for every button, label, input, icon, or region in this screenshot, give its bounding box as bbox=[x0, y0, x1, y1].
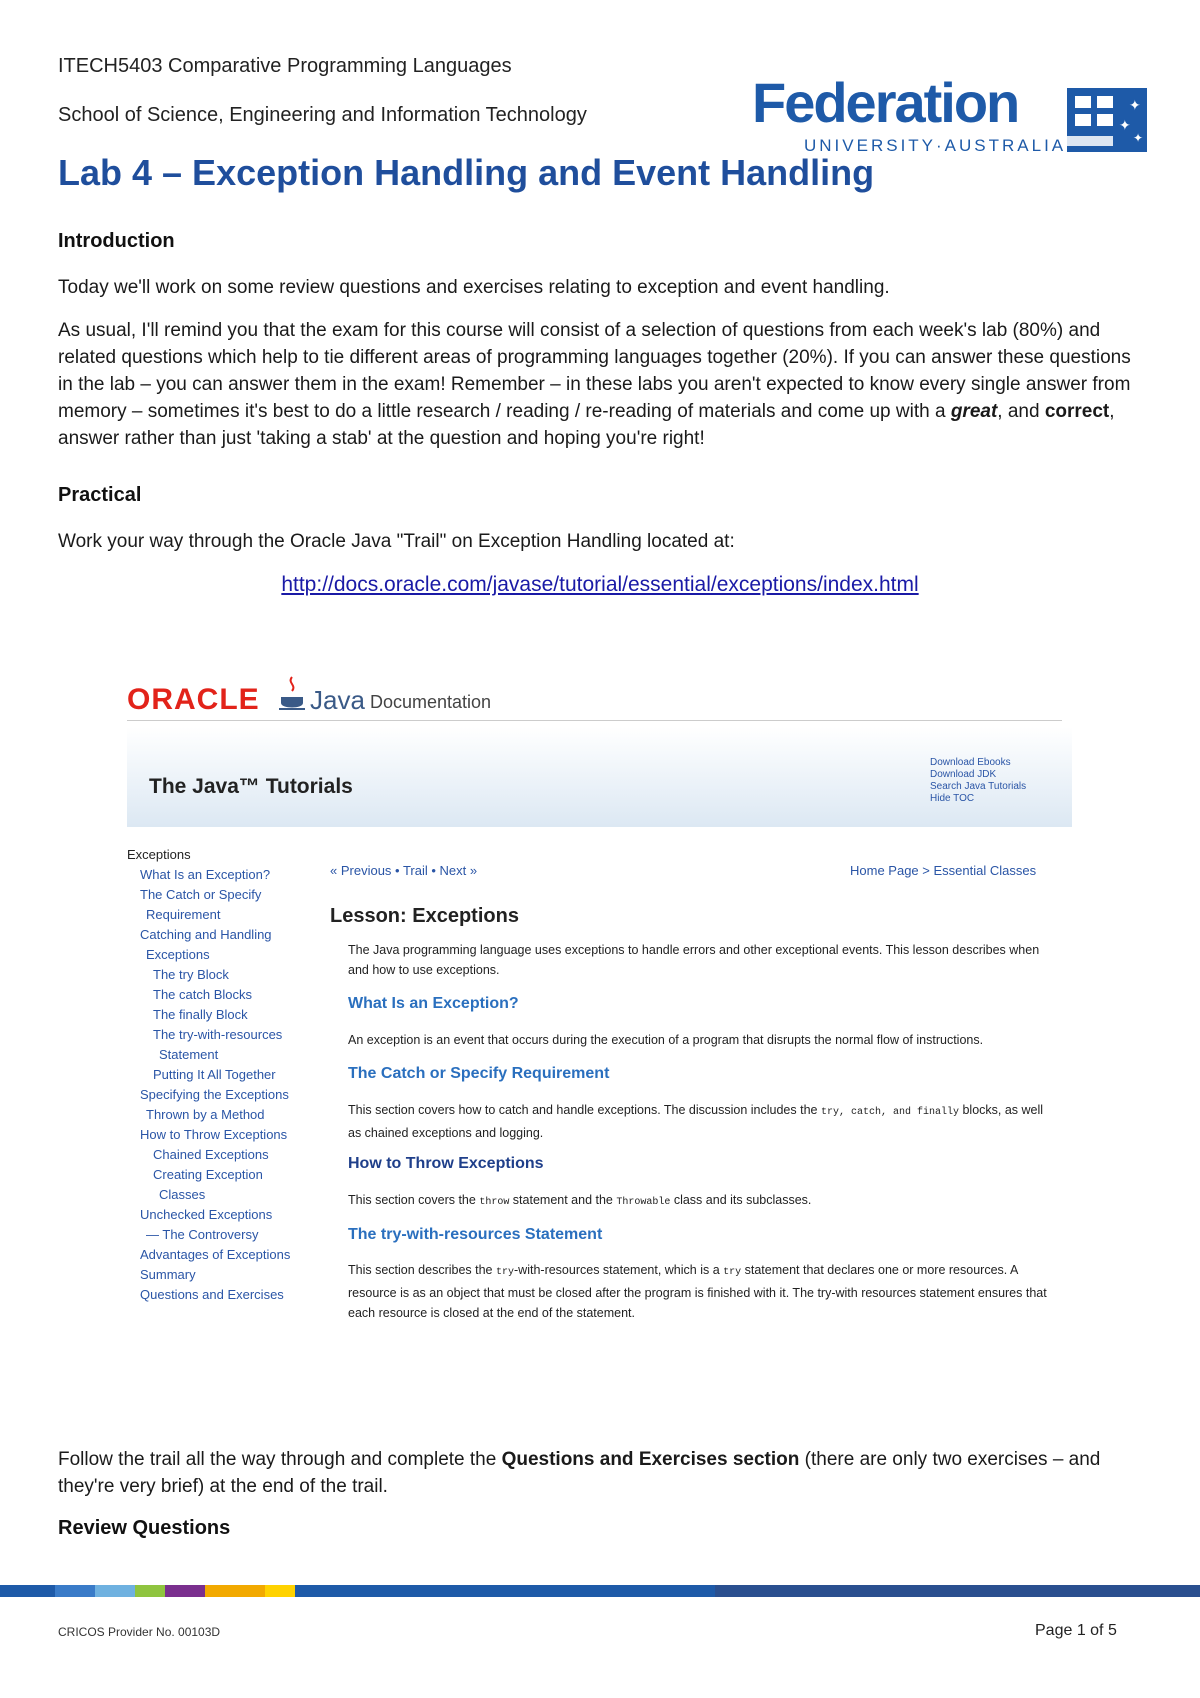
search-tutorials-link[interactable]: Search Java Tutorials bbox=[930, 781, 1027, 792]
try-text bbox=[348, 1260, 1048, 1323]
flag-icon bbox=[1067, 88, 1147, 152]
practical-heading: Practical bbox=[58, 484, 142, 506]
what-text: An exception is an event that occurs during the execution of a program that disrupts the normal flow of instructions. bbox=[348, 1033, 984, 1047]
intro-text: , answer rather than just 'taking a stab' at the question and hoping you're right! bbox=[58, 401, 1115, 449]
svg-text:✦: ✦ bbox=[1119, 118, 1131, 134]
footer-bar-segment bbox=[165, 1585, 205, 1597]
emphasis-great: great bbox=[950, 401, 998, 422]
throw-text-part: class and its subclasses. bbox=[670, 1193, 812, 1207]
emphasis-correct: correct bbox=[1044, 401, 1110, 422]
toc-item[interactable]: The finally Block bbox=[153, 1007, 248, 1022]
toc-item[interactable]: How to Throw Exceptions bbox=[140, 1127, 288, 1142]
page-title: Lab 4 – Exception Handling and Event Handling bbox=[58, 152, 875, 193]
throw-text bbox=[348, 1190, 1048, 1213]
footer-bar-segment bbox=[0, 1585, 55, 1597]
toc-item[interactable]: The catch Blocks bbox=[153, 987, 252, 1002]
oracle-tutorial-link[interactable]: http://docs.oracle.com/javase/tutorial/essential/exceptions/index.html bbox=[281, 573, 919, 596]
logo-subtitle: UNIVERSITY·AUSTRALIA bbox=[804, 136, 1067, 155]
toc-item[interactable]: Advantages of Exceptions bbox=[140, 1247, 291, 1262]
toc-item[interactable]: Classes bbox=[159, 1187, 206, 1202]
catch-text-part: blocks, as well as chained exceptions and logging. bbox=[348, 1103, 1044, 1140]
footer-bar-segment bbox=[265, 1585, 295, 1597]
toc-item[interactable]: — The Controversy bbox=[146, 1227, 259, 1242]
section-what-is-exception[interactable]: What Is an Exception? bbox=[348, 995, 519, 1012]
footer-color-bar bbox=[0, 1585, 1200, 1597]
footer-bar-segment bbox=[95, 1585, 135, 1597]
download-ebooks-link[interactable]: Download Ebooks bbox=[930, 757, 1011, 768]
follow-paragraph bbox=[58, 1446, 1148, 1500]
lesson-intro: The Java programming language uses exceptions to handle errors and other exceptional events. This lesson describes when and how to use exceptions. bbox=[348, 943, 1040, 977]
try-text-part: -with-resources statement, which is a bbox=[514, 1263, 724, 1277]
footer-bar-segment bbox=[55, 1585, 95, 1597]
catch-code: try, catch, and finally bbox=[820, 1107, 959, 1118]
tutorial-banner bbox=[127, 727, 1072, 827]
toc-item[interactable]: Chained Exceptions bbox=[153, 1147, 269, 1162]
svg-text:✦: ✦ bbox=[1129, 98, 1141, 114]
school-name: School of Science, Engineering and Information Technology bbox=[58, 104, 587, 126]
federation-logo bbox=[752, 71, 1146, 160]
toc-item[interactable]: The try Block bbox=[153, 967, 229, 982]
throwable-code: Throwable bbox=[616, 1197, 671, 1208]
toc-item[interactable]: Thrown by a Method bbox=[146, 1107, 265, 1122]
review-questions-heading: Review Questions bbox=[58, 1517, 231, 1539]
svg-text:✦: ✦ bbox=[1133, 131, 1144, 145]
follow-text: Follow the trail all the way through and complete the bbox=[58, 1449, 502, 1470]
toc-item[interactable]: Exceptions bbox=[146, 947, 210, 962]
toc-item[interactable]: The try-with-resources bbox=[153, 1027, 283, 1042]
page-number: Page 1 of 5 bbox=[1035, 1622, 1117, 1639]
toc-root: Exceptions bbox=[127, 847, 191, 862]
breadcrumb[interactable]: Home Page > Essential Classes bbox=[850, 863, 1037, 878]
toc-item[interactable]: Questions and Exercises bbox=[140, 1287, 284, 1302]
try-text-part: statement that declares one or more resources. A resource is as an object that must be closed after the program is finished with it. The try-with resources statement ensures that each resource is closed at the end of the statement. bbox=[348, 1263, 1047, 1320]
java-cup-icon bbox=[277, 675, 307, 715]
try-code: try bbox=[723, 1267, 742, 1278]
intro-text: As usual, I'll remind you that the exam for this course will consist of a selection of questions from each week's lab (80%) and related questions which help to tie different areas of programming languages together (20%). If you can answer these questions in the lab – you can answer them in the exam! Remember – in these labs you aren't expected to know every single answer from memory – sometimes it's best to do a little research / reading / re-reading of materials and come up with a bbox=[58, 320, 1131, 422]
intro-paragraph-2 bbox=[58, 317, 1148, 452]
logo-wordmark: Federation bbox=[752, 71, 1019, 134]
lesson-title: Lesson: Exceptions bbox=[330, 905, 519, 927]
section-how-to-throw[interactable]: How to Throw Exceptions bbox=[348, 1155, 544, 1172]
course-name: ITECH5403 Comparative Programming Languages bbox=[58, 55, 512, 77]
intro-heading: Introduction bbox=[58, 230, 175, 252]
follow-bold: Questions and Exercises section bbox=[501, 1449, 800, 1470]
footer-bar-segment bbox=[715, 1585, 1200, 1597]
cricos-number: CRICOS Provider No. 00103D bbox=[58, 1625, 221, 1639]
java-wordmark: Java bbox=[310, 685, 365, 715]
intro-paragraph-1: Today we'll work on some review questions and exercises relating to exception and event handling. bbox=[58, 277, 890, 298]
toc-item[interactable]: Requirement bbox=[146, 907, 221, 922]
download-jdk-link[interactable]: Download JDK bbox=[930, 769, 997, 780]
documentation-label: Documentation bbox=[370, 692, 492, 712]
toc-item[interactable]: Specifying the Exceptions bbox=[140, 1087, 289, 1102]
toc-sidebar bbox=[127, 845, 307, 1305]
throw-text-part: This section covers the bbox=[348, 1193, 480, 1207]
try-text-part: This section describes the bbox=[348, 1263, 496, 1277]
toc-item[interactable]: Unchecked Exceptions bbox=[140, 1207, 273, 1222]
throw-text-part: statement and the bbox=[509, 1193, 617, 1207]
section-catch-or-specify[interactable]: The Catch or Specify Requirement bbox=[348, 1065, 610, 1082]
trail-navigation[interactable]: « Previous • Trail • Next » bbox=[330, 863, 478, 878]
catch-text bbox=[348, 1100, 1048, 1143]
follow-text: (there are only two exercises – and they're very brief) at the end of the trail. bbox=[58, 1449, 1101, 1497]
intro-text: , and bbox=[997, 401, 1045, 422]
toc-item[interactable]: Catching and Handling bbox=[140, 927, 272, 942]
toc-item[interactable]: What Is an Exception? bbox=[140, 867, 271, 882]
divider bbox=[127, 720, 1062, 721]
footer-bar-segment bbox=[135, 1585, 165, 1597]
banner-links bbox=[930, 757, 1026, 805]
section-try-with-resources[interactable]: The try-with-resources Statement bbox=[348, 1226, 603, 1243]
hide-toc-link[interactable]: Hide TOC bbox=[930, 793, 975, 804]
banner-title: The Java™ Tutorials bbox=[149, 775, 353, 798]
oracle-logo: ORACLE bbox=[127, 683, 260, 716]
embedded-screenshot bbox=[125, 665, 1075, 1365]
try-code: try bbox=[496, 1267, 515, 1278]
toc-item[interactable]: Creating Exception bbox=[153, 1167, 263, 1182]
toc-item[interactable]: Summary bbox=[140, 1267, 196, 1282]
footer-bar-segment bbox=[205, 1585, 265, 1597]
toc-item[interactable]: Statement bbox=[159, 1047, 219, 1062]
footer-bar-segment bbox=[295, 1585, 715, 1597]
toc-item[interactable]: The Catch or Specify bbox=[140, 887, 262, 902]
throw-code: throw bbox=[479, 1197, 510, 1208]
toc-item[interactable]: Putting It All Together bbox=[153, 1067, 276, 1082]
catch-text-part: This section covers how to catch and handle exceptions. The discussion includes the bbox=[348, 1103, 821, 1117]
practical-paragraph: Work your way through the Oracle Java "Trail" on Exception Handling located at: bbox=[58, 531, 735, 552]
